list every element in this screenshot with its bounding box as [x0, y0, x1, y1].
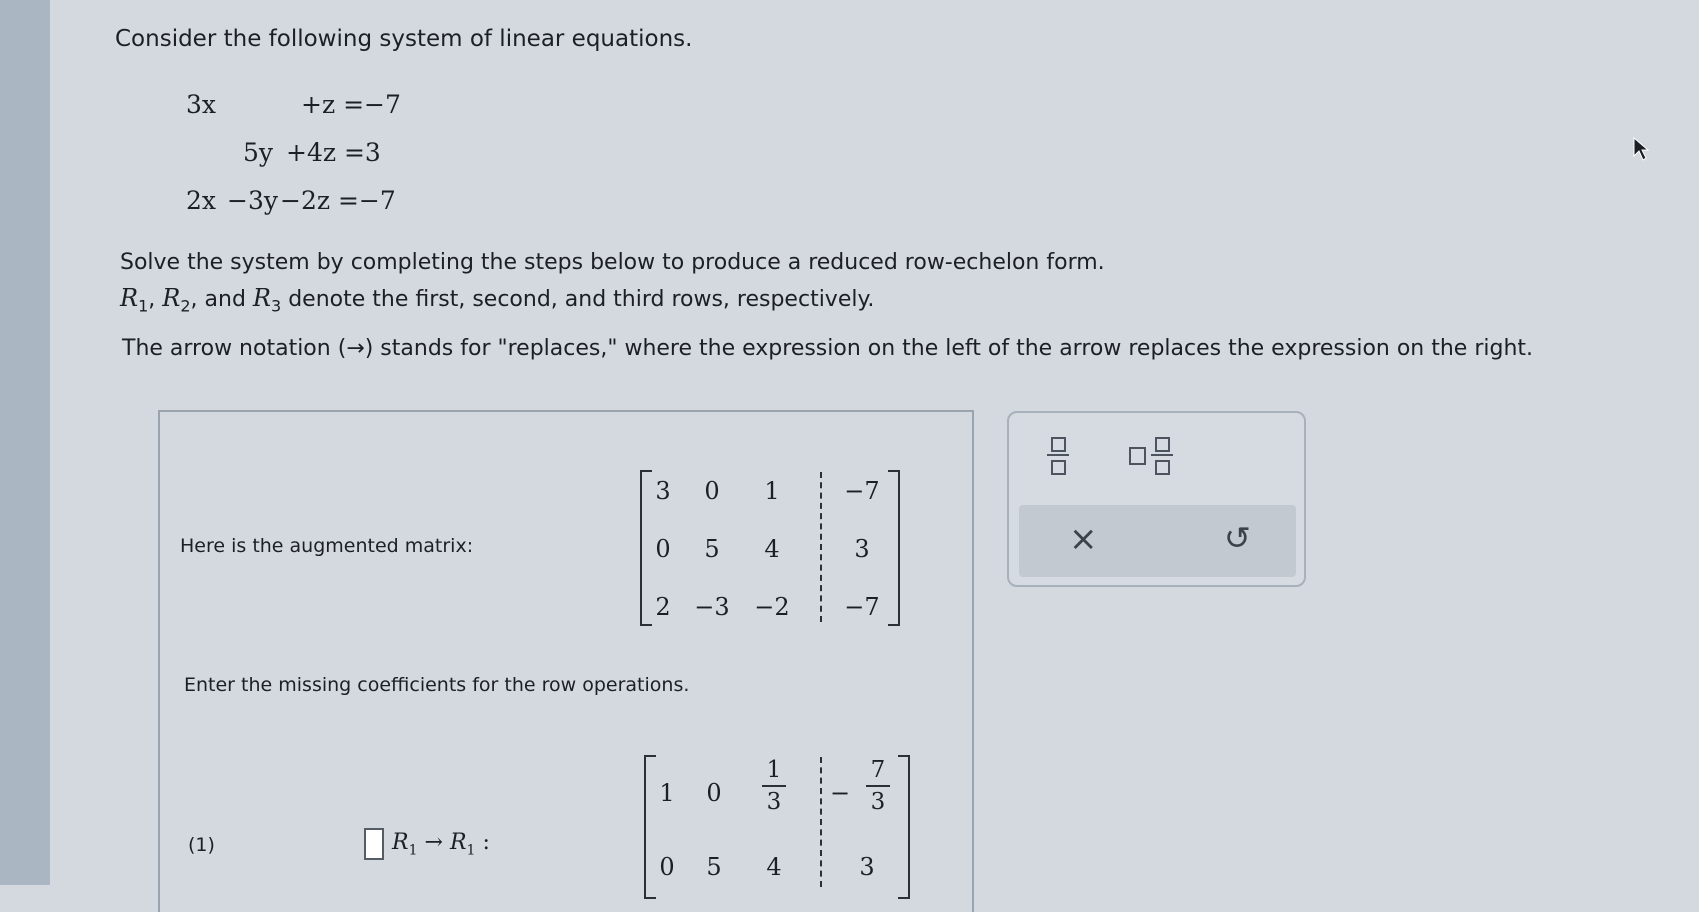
step1-operation	[392, 830, 490, 858]
s1-0-1: 0	[706, 779, 722, 807]
and-text: , and	[190, 287, 246, 312]
r2-symbol: R	[162, 284, 181, 312]
m-1-0: 0	[655, 535, 671, 563]
eq2-right: +4z =3	[286, 138, 381, 167]
m-2-2: −2	[754, 593, 790, 621]
eq3-left: 2x	[186, 186, 217, 215]
target-r-sub: 1	[466, 842, 476, 859]
m-1-3: 3	[854, 535, 870, 563]
r3-sub: 3	[271, 296, 282, 316]
r1-sub: 1	[138, 296, 149, 316]
m-0-3: −7	[844, 477, 880, 505]
r1-symbol: R	[120, 284, 139, 312]
fraction-icon[interactable]	[1047, 435, 1069, 475]
instructions-line2	[120, 284, 874, 315]
eq1-right: +z =−7	[301, 90, 401, 119]
frac-den: 3	[766, 789, 782, 815]
sep1: ,	[148, 287, 156, 312]
m-1-1: 5	[704, 535, 720, 563]
colon: :	[482, 830, 490, 855]
m-1-2: 4	[764, 535, 780, 563]
toolbar-actions	[1019, 505, 1296, 577]
s1-1-2: 4	[766, 853, 782, 881]
replaces-arrow-icon: →	[346, 336, 365, 361]
frac-num: 1	[766, 757, 782, 783]
frac-num: 7	[870, 757, 886, 783]
augmented-label: Here is the augmented matrix:	[180, 535, 474, 557]
instructions-line3	[122, 336, 1533, 361]
s1-1-3: 3	[859, 853, 875, 881]
frac-den: 3	[870, 789, 886, 815]
step1-augment-divider	[820, 757, 822, 887]
left-edge-strip	[0, 0, 50, 885]
m-0-2: 1	[764, 477, 780, 505]
step1-right-bracket	[898, 755, 910, 899]
op-r: R	[392, 830, 409, 855]
m-0-0: 3	[655, 477, 671, 505]
s1-0-2-fraction	[762, 757, 786, 815]
augment-divider	[820, 472, 822, 622]
s1-0-0: 1	[659, 779, 675, 807]
s1-0-3-fraction	[866, 757, 890, 815]
clear-icon[interactable]: ×	[1069, 519, 1098, 559]
step1-coefficient-input[interactable]	[364, 828, 384, 860]
eq2-middle: 5y	[243, 138, 274, 167]
eq1-left: 3x	[186, 90, 217, 119]
line3-post: ) stands for "replaces," where the expression on the left of the arrow replaces the expression on the right.	[364, 336, 1534, 361]
m-2-0: 2	[655, 593, 671, 621]
eq3-right: −2z =−7	[280, 186, 396, 215]
line2-tail: denote the first, second, and third rows, respectively.	[288, 287, 875, 312]
intro-text: Consider the following system of linear equations.	[115, 26, 693, 52]
matrix-right-bracket	[888, 470, 900, 626]
instructions-line1: Solve the system by completing the steps below to produce a reduced row-echelon form.	[120, 250, 1105, 275]
op-r-sub: 1	[408, 842, 418, 859]
r2-sub: 2	[180, 296, 191, 316]
undo-icon[interactable]: ↺	[1224, 519, 1251, 557]
math-toolbar	[1007, 411, 1306, 587]
missing-prompt: Enter the missing coefficients for the row operations.	[184, 674, 690, 696]
step1-number: (1)	[188, 834, 215, 856]
mixed-number-icon[interactable]	[1129, 435, 1175, 475]
m-0-1: 0	[704, 477, 720, 505]
m-2-1: −3	[694, 593, 730, 621]
line3-pre: The arrow notation (	[122, 336, 347, 361]
target-r: R	[449, 830, 467, 855]
replaces-arrow-icon: →	[424, 830, 443, 855]
mouse-cursor-icon	[1632, 136, 1650, 162]
m-2-3: −7	[844, 593, 880, 621]
s1-1-0: 0	[659, 853, 675, 881]
eq3-middle: −3y	[227, 186, 278, 215]
s1-0-3-sign: −	[830, 779, 851, 807]
r3-symbol: R	[252, 284, 271, 312]
s1-1-1: 5	[706, 853, 722, 881]
